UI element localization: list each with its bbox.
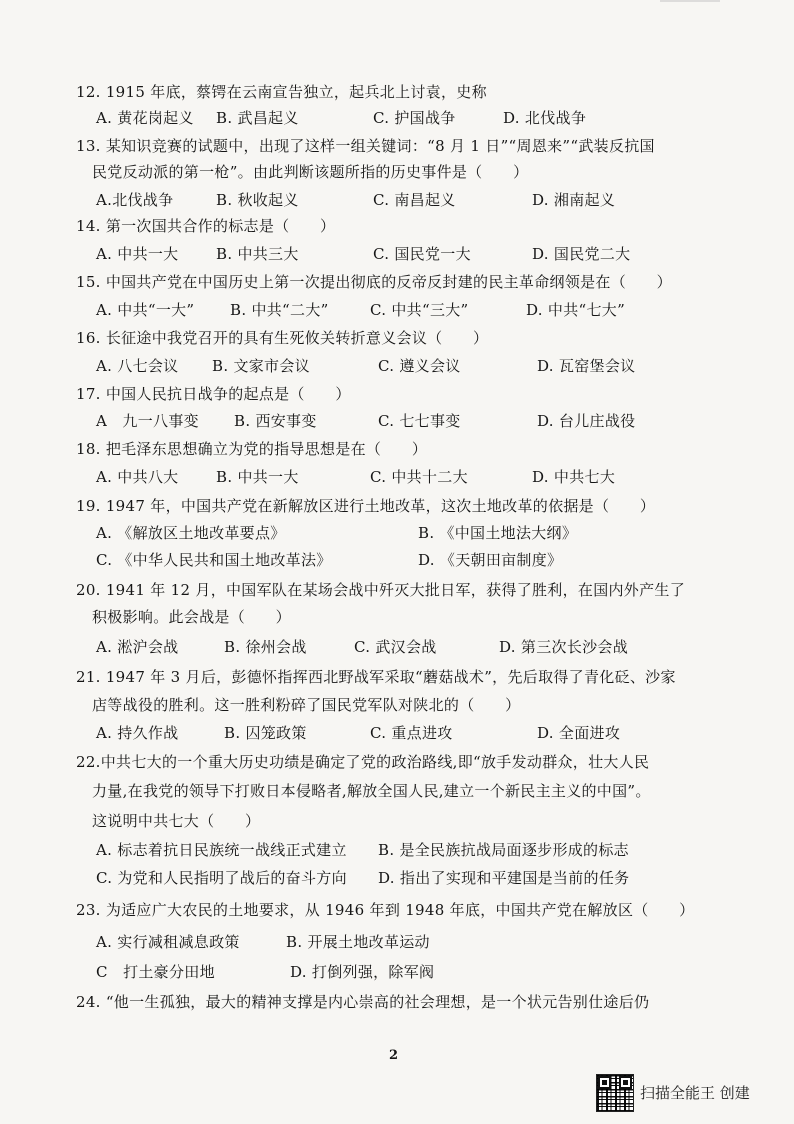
option-c: C. 遵义会议 [378, 357, 461, 375]
option-b: B. 文家市会议 [212, 357, 310, 375]
question-21-line-1: 21. 1947 年 3 月后，彭德怀指挥西北野战军采取“蘑菇战术”，先后取得了青化砭、沙家 [76, 668, 676, 686]
option-c: C. 为党和人民指明了战后的奋斗方向 [96, 869, 347, 887]
question-19-options-row-1 [96, 523, 736, 543]
question-19-line-1: 19. 1947 年，中国共产党在新解放区进行土地改革，这次土地改革的依据是（ ） [76, 497, 656, 515]
question-18-line-1: 18. 把毛泽东思想确立为党的指导思想是在（ ） [76, 440, 428, 458]
option-a: A. 实行减租减息政策 [96, 933, 240, 951]
option-d: D. 指出了实现和平建国是当前的任务 [378, 869, 630, 887]
option-b: B. 《中国土地法大纲》 [418, 524, 578, 542]
question-15-line-1: 15. 中国共产党在中国历史上第一次提出彻底的反帝反封建的民主革命纲领是在（ ） [76, 273, 672, 291]
question-15-options [96, 300, 736, 320]
option-a: A. 淞沪会战 [96, 638, 179, 656]
watermark-text: 扫描全能王 创建 [640, 1084, 750, 1102]
question-22-options-row-1 [96, 840, 736, 860]
question-14-options [96, 244, 736, 264]
option-b: B. 是全民族抗战局面逐步形成的标志 [378, 841, 629, 859]
page-number: 2 [389, 1048, 399, 1063]
option-c: C. 重点进攻 [370, 724, 453, 742]
question-12-line-1: 12. 1915 年底，蔡锷在云南宣告独立，起兵北上讨袁，史称 [76, 83, 487, 101]
option-d: D. 全面进攻 [537, 724, 621, 742]
option-d: D. 中共七大 [532, 468, 616, 486]
question-19-options-row-2 [96, 550, 736, 570]
option-b: B. 中共一大 [216, 468, 299, 486]
question-24-line-1: 24. “他一生孤独，最大的精神支撑是内心崇高的社会理想，是一个状元告别仕途后仍 [76, 993, 650, 1011]
option-d: D. 国民党二大 [532, 245, 631, 263]
option-d: D. 北伐战争 [503, 109, 587, 127]
question-21-line-2: 店等战役的胜利。这一胜利粉碎了国民党军队对陕北的（ ） [92, 696, 521, 714]
option-c: C. 七七事变 [378, 412, 461, 430]
question-23-options-row-2 [96, 962, 736, 982]
option-c: C. 南昌起义 [373, 191, 456, 209]
question-16-line-1: 16. 长征途中我党召开的具有生死攸关转折意义会议（ ） [76, 329, 489, 347]
question-13-options [96, 190, 736, 210]
option-c: C. 中共“三大” [370, 301, 469, 319]
question-13-line-2: 民党反动派的第一枪”。由此判断该题所指的历史事件是（ ） [92, 163, 529, 181]
option-a: A. 标志着抗日民族统一战线正式建立 [96, 841, 347, 859]
question-18-options [96, 467, 736, 487]
option-a: A. 《解放区土地改革要点》 [96, 524, 286, 542]
question-22-line-2: 力量,在我党的领导下打败日本侵略者,解放全国人民,建立一个新民主主义的中国”。 [92, 782, 651, 800]
option-a: A. 八七会议 [96, 357, 179, 375]
question-21-options [96, 723, 736, 743]
question-20-line-2: 积极影响。此会战是（ ） [92, 608, 291, 626]
question-20-line-1: 20. 1941 年 12 月，中国军队在某场会战中歼灭大批日军，获得了胜利，在国内外产生了 [76, 581, 685, 599]
option-a: A. 中共“一大” [96, 301, 195, 319]
question-22-options-row-2 [96, 868, 736, 888]
option-c: C. 《中华人民共和国土地改革法》 [96, 551, 332, 569]
option-c: C. 武汉会战 [354, 638, 437, 656]
question-20-options [96, 637, 736, 657]
option-a: A 九一八事变 [96, 412, 199, 430]
option-b: B. 中共三大 [216, 245, 299, 263]
question-23-line-1: 23. 为适应广大农民的土地要求，从 1946 年到 1948 年底，中国共产党在解放区（ ） [76, 901, 695, 919]
option-d: D. 中共“七大” [526, 301, 626, 319]
option-b: B. 武昌起义 [216, 109, 299, 127]
option-d: D. 第三次长沙会战 [499, 638, 629, 656]
option-c: C. 国民党一大 [373, 245, 471, 263]
option-b: B. 西安事变 [234, 412, 317, 430]
question-17-options [96, 411, 736, 431]
scanner-watermark [596, 1070, 786, 1114]
option-d: D. 湘南起义 [532, 191, 616, 209]
option-b: B. 开展土地改革运动 [286, 933, 430, 951]
question-16-options [96, 356, 736, 376]
option-d: D. 《天朝田亩制度》 [418, 551, 563, 569]
option-d: D. 打倒列强，除军阀 [290, 963, 435, 981]
qr-code-icon [596, 1074, 634, 1112]
question-22-line-1: 22.中共七大的一个重大历史功绩是确定了党的政治路线,即“放手发动群众，壮大人民 [76, 753, 650, 771]
option-a: A. 中共八大 [96, 468, 179, 486]
option-a: A. 黄花岗起义 [96, 109, 194, 127]
question-17-line-1: 17. 中国人民抗日战争的起点是（ ） [76, 385, 351, 403]
question-22-line-3: 这说明中共七大（ ） [92, 812, 261, 830]
question-23-options-row-1 [96, 932, 736, 952]
option-b: B. 囚笼政策 [224, 724, 307, 742]
option-a: A. 中共一大 [96, 245, 179, 263]
option-a: A. 持久作战 [96, 724, 179, 742]
scan-mark [660, 0, 720, 12]
option-c: C. 中共十二大 [370, 468, 468, 486]
option-d: D. 瓦窑堡会议 [537, 357, 636, 375]
option-b: B. 徐州会战 [224, 638, 307, 656]
question-13-line-1: 13. 某知识竞赛的试题中，出现了这样一组关键词：“8 月 1 日”“周恩来”“武装反抗国 [76, 137, 655, 155]
option-b: B. 秋收起义 [216, 191, 299, 209]
question-12-options [96, 108, 696, 128]
question-14-line-1: 14. 第一次国共合作的标志是（ ） [76, 217, 336, 235]
option-d: D. 台儿庄战役 [537, 412, 636, 430]
option-a: A.北伐战争 [96, 191, 174, 209]
option-b: B. 中共“二大” [230, 301, 329, 319]
option-c: C. 护国战争 [373, 109, 456, 127]
option-c: C 打土豪分田地 [96, 963, 215, 981]
